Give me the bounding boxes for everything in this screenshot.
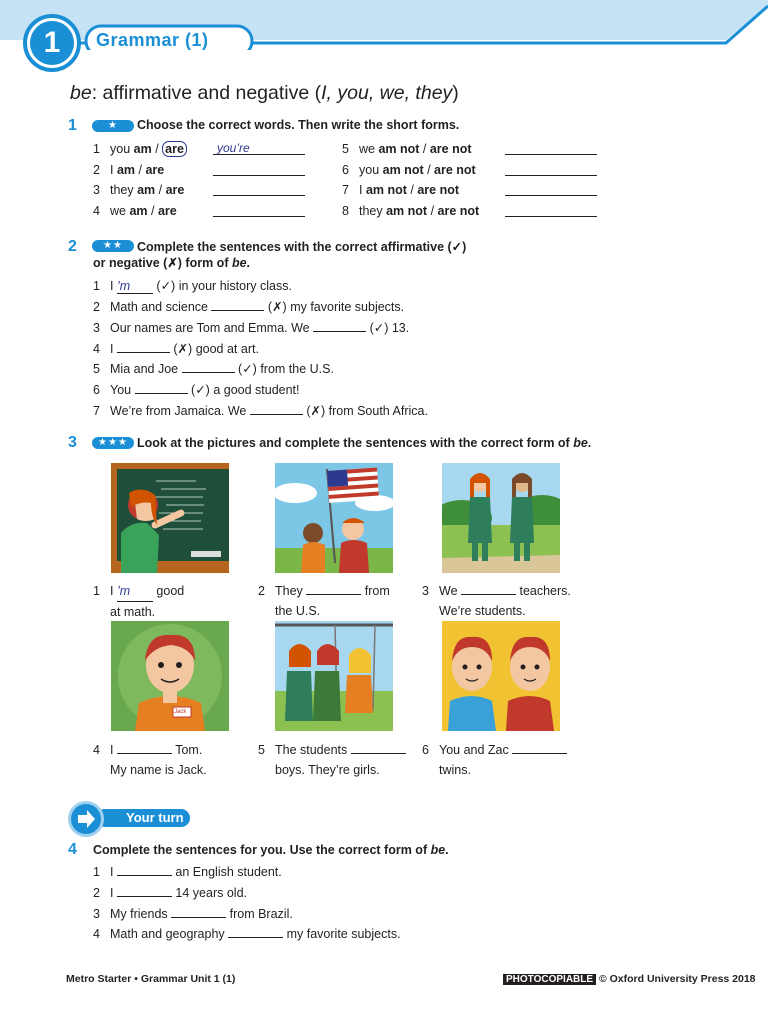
answer-line[interactable] — [505, 195, 597, 196]
answer-line[interactable] — [505, 175, 597, 176]
picture-6-twins — [442, 621, 560, 731]
exercise-2-item — [93, 341, 259, 356]
option-a[interactable]: am not — [365, 183, 407, 197]
sentence-end: good — [152, 584, 185, 598]
answer-blank[interactable] — [306, 594, 361, 595]
sentence-start: We — [439, 584, 461, 598]
option-a[interactable]: am — [137, 183, 156, 197]
item-number: 6 — [93, 383, 100, 397]
exercise-2-instruction-line2 — [93, 255, 250, 270]
exercise-1-item — [342, 204, 479, 218]
picture-2-flag — [275, 463, 393, 573]
option-separator: / — [135, 163, 146, 177]
title-close: ) — [452, 82, 459, 104]
instr2-pre: or negative (✗) form of — [93, 256, 232, 270]
option-b[interactable]: are not — [434, 163, 476, 177]
answer-line[interactable] — [213, 216, 305, 217]
sentence-end: (✗) from South Africa. — [302, 404, 428, 418]
sentence-end: from — [361, 584, 390, 598]
item-number: 2 — [93, 886, 100, 900]
exercise-4-instruction — [93, 843, 449, 857]
exercise-2-item — [93, 299, 404, 314]
sentence-start: I — [110, 342, 117, 356]
difficulty-stars-1: ★ — [92, 120, 134, 132]
item-subject: they — [359, 204, 387, 218]
item-number: 6 — [422, 743, 429, 757]
your-turn-text: Your turn — [126, 810, 184, 825]
item-number: 5 — [93, 362, 100, 376]
exercise-1-item — [93, 142, 187, 156]
sentence-start: I — [110, 886, 117, 900]
difficulty-stars-3: ★★★ — [92, 437, 134, 449]
copyright-text: © Oxford University Press 2018 — [596, 973, 756, 985]
sentence-end: (✗) my favorite subjects. — [264, 300, 405, 314]
exercise-4-item — [93, 927, 401, 941]
sentence-start: We’re from Jamaica. We — [110, 404, 250, 418]
sentence-line2: boys. They’re girls. — [275, 763, 380, 777]
picture-5-swing — [275, 621, 393, 731]
sentence-end: (✓) from the U.S. — [234, 362, 334, 376]
sentence-start: I — [110, 584, 117, 598]
instr3-post: . — [587, 436, 592, 450]
picture-caption — [93, 740, 207, 780]
sentence-start: The students — [275, 743, 351, 757]
option-b[interactable]: are not — [429, 142, 472, 156]
option-separator: / — [147, 204, 158, 218]
exercise-1-item — [93, 183, 184, 197]
footer-credit: Metro Starter • Grammar Unit 1 (1) — [66, 973, 236, 985]
exercise-2-item — [93, 320, 409, 335]
answer-line[interactable] — [505, 216, 597, 217]
answer-blank[interactable] — [351, 753, 406, 754]
option-b[interactable]: are — [145, 163, 165, 177]
item-subject: we — [359, 142, 379, 156]
sentence-end: my favorite subjects. — [283, 927, 401, 941]
option-separator: / — [406, 183, 418, 197]
answer-blank[interactable] — [117, 875, 172, 876]
sentence-end: an English student. — [171, 865, 282, 879]
sentence-line2: twins. — [439, 763, 471, 777]
picture-caption — [422, 581, 571, 621]
exercise-2-item — [93, 403, 428, 418]
exercise-1-item — [342, 142, 472, 156]
picture-caption — [258, 740, 406, 780]
sentence-end: (✓) 13. — [366, 321, 410, 335]
picture-4-name-tag — [111, 621, 229, 731]
sentence-end: Tom. — [171, 743, 203, 757]
instr4-pre: Complete the sentences for you. Use the correct form of — [93, 843, 431, 857]
picture-3-students — [442, 463, 560, 573]
sentence-end: (✓) in your history class. — [152, 279, 292, 293]
title-rest: : affirmative and negative ( — [91, 82, 322, 104]
answer-blank[interactable] — [171, 917, 226, 918]
exercise-2-item — [93, 361, 334, 376]
picture-caption — [422, 740, 567, 780]
title-be: be — [70, 82, 92, 104]
exercise-1-item — [93, 204, 177, 218]
answer-blank[interactable] — [211, 310, 264, 311]
exercise-3-number: 3 — [68, 434, 77, 451]
sentence-start: Math and science — [110, 300, 212, 314]
option-a[interactable]: am not — [382, 163, 424, 177]
item-number: 3 — [93, 907, 100, 921]
sentence-start: My friends — [110, 907, 172, 921]
arrow-right-icon — [68, 801, 104, 837]
item-number: 3 — [422, 584, 429, 598]
answer-blank[interactable] — [182, 372, 235, 373]
answer-line[interactable] — [213, 175, 305, 176]
sentence-start: You and Zac — [439, 743, 513, 757]
your-turn-label — [96, 809, 190, 827]
sentence-start: Math and geography — [110, 927, 229, 941]
option-b[interactable]: are — [162, 141, 187, 157]
option-b[interactable]: are — [165, 183, 185, 197]
answer-blank[interactable] — [117, 753, 172, 754]
option-b[interactable]: are not — [417, 183, 460, 197]
item-subject: I — [359, 183, 366, 197]
option-b[interactable]: are — [157, 204, 177, 218]
answer-line[interactable] — [213, 195, 305, 196]
answer-blank[interactable] — [117, 279, 153, 294]
option-separator: / — [151, 142, 163, 156]
exercise-1-item — [342, 183, 459, 197]
answer-blank[interactable] — [250, 414, 303, 415]
item-number: 3 — [93, 183, 100, 197]
item-subject: I — [110, 163, 117, 177]
sentence-end: from Brazil. — [226, 907, 293, 921]
item-number: 1 — [93, 584, 100, 598]
answer-line[interactable] — [505, 154, 597, 155]
exercise-4-number: 4 — [68, 841, 77, 858]
answer-blank[interactable] — [117, 352, 170, 353]
item-subject: you — [359, 163, 383, 177]
item-number: 1 — [93, 279, 100, 293]
option-a[interactable]: am — [129, 204, 148, 218]
exercise-4-item — [93, 865, 282, 879]
sentence-end: (✗) good at art. — [169, 342, 259, 356]
instr2-post: . — [246, 256, 251, 270]
exercise-2-number: 2 — [68, 238, 77, 255]
sentence-line2: at math. — [110, 605, 156, 619]
answer-blank[interactable] — [135, 393, 188, 394]
item-number: 4 — [93, 342, 100, 356]
exercise-2-item — [93, 382, 300, 397]
exercise-1-instruction: Choose the correct words. Then write the short forms. — [137, 118, 460, 132]
item-subject: we — [110, 204, 130, 218]
unit-number-badge — [23, 14, 81, 72]
instr2-be: be — [231, 256, 247, 270]
sentence-line2: We’re students. — [439, 604, 526, 618]
answer-blank[interactable] — [117, 581, 153, 602]
exercise-4-item — [93, 907, 293, 921]
photocopiable-badge: PHOTOCOPIABLE — [503, 974, 596, 985]
item-subject: they — [110, 183, 138, 197]
sentence-end: (✓) a good student! — [187, 383, 300, 397]
answer-blank[interactable] — [313, 331, 366, 332]
sentence-end: teachers. — [516, 584, 571, 598]
item-number: 2 — [258, 584, 265, 598]
item-number: 5 — [342, 142, 349, 156]
answer-blank[interactable] — [117, 896, 172, 897]
option-b[interactable]: are not — [437, 204, 480, 218]
option-a[interactable]: am — [133, 142, 152, 156]
sentence-start: I — [110, 279, 117, 293]
option-separator: / — [423, 163, 435, 177]
picture-caption — [258, 581, 390, 621]
answer-blank[interactable] — [228, 937, 283, 938]
sentence-start: Our names are Tom and Emma. We — [110, 321, 314, 335]
exercise-3-instruction — [137, 436, 591, 450]
instr3-be: be — [573, 436, 588, 450]
sentence-start: I — [110, 743, 117, 757]
instr4-be: be — [430, 843, 446, 857]
difficulty-stars-2: ★★ — [92, 240, 134, 252]
option-a[interactable]: am not — [386, 204, 428, 218]
picture-caption — [93, 581, 184, 622]
written-answer: ’m — [116, 584, 131, 598]
option-separator: / — [155, 183, 166, 197]
sentence-line2: My name is Jack. — [110, 763, 207, 777]
option-a[interactable]: am — [116, 163, 136, 177]
exercise-1-item — [93, 163, 164, 177]
written-answer: you’re — [217, 141, 250, 155]
exercise-2-item — [93, 278, 292, 294]
sentence-line2: the U.S. — [275, 604, 321, 618]
sentence-start: You — [110, 383, 135, 397]
item-number: 1 — [93, 865, 100, 879]
written-answer: ’m — [116, 279, 131, 293]
instr3-pre: Look at the pictures and complete the sentences with the correct form of — [137, 436, 574, 450]
item-number: 4 — [93, 204, 100, 218]
footer-copyright — [503, 973, 756, 985]
item-subject: you — [110, 142, 134, 156]
item-number: 2 — [93, 300, 100, 314]
item-number: 6 — [342, 163, 349, 177]
item-number: 8 — [342, 204, 349, 218]
sentence-start: Mia and Joe — [110, 362, 182, 376]
unit-title: Grammar (1) — [96, 30, 209, 50]
item-number: 1 — [93, 142, 100, 156]
exercise-4-item — [93, 886, 247, 900]
item-number: 7 — [342, 183, 349, 197]
answer-blank[interactable] — [512, 753, 567, 754]
instr4-post: . — [445, 843, 449, 857]
item-number: 4 — [93, 927, 100, 941]
sentence-start: I — [110, 865, 117, 879]
exercise-2-instruction-line1: Complete the sentences with the correct affirmative (✓) — [137, 240, 467, 254]
title-pronouns: I, you, we, they — [321, 82, 453, 104]
picture-1-chalkboard — [111, 463, 229, 573]
option-a[interactable]: am not — [378, 142, 420, 156]
item-number: 5 — [258, 743, 265, 757]
answer-blank[interactable] — [461, 594, 516, 595]
unit-number: 1 — [30, 21, 74, 65]
exercise-1-item — [342, 163, 476, 177]
option-separator: / — [427, 204, 438, 218]
sentence-end: 14 years old. — [171, 886, 247, 900]
sentence-start: They — [275, 584, 307, 598]
item-number: 7 — [93, 404, 100, 418]
item-number: 4 — [93, 743, 100, 757]
item-number: 2 — [93, 163, 100, 177]
page-title — [70, 82, 459, 105]
name-tag-text: Jack — [174, 709, 187, 715]
option-separator: / — [419, 142, 430, 156]
item-number: 3 — [93, 321, 100, 335]
exercise-1-number: 1 — [68, 117, 77, 134]
